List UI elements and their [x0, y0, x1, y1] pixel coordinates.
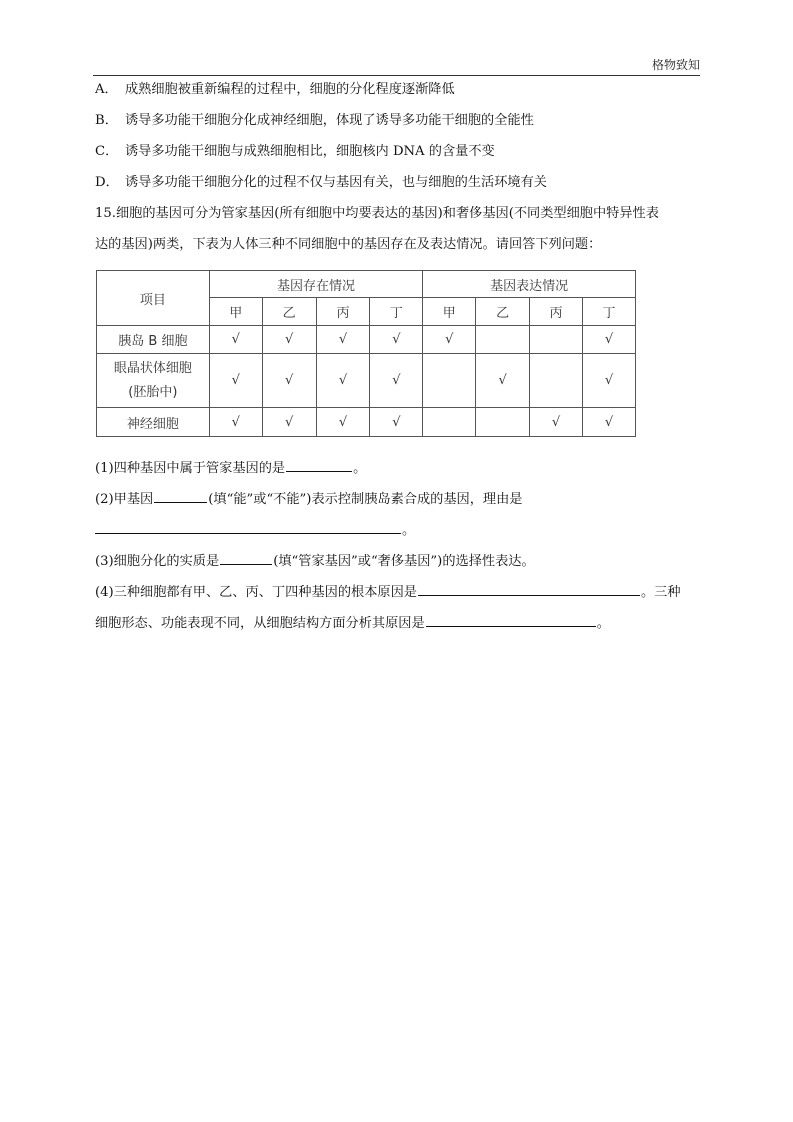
table-cell: √ [476, 354, 530, 408]
option-letter: C． [95, 144, 119, 159]
gene-header: 甲 [423, 298, 476, 326]
table-row [97, 408, 636, 437]
table-cell [476, 326, 530, 354]
question-text: (1)四种基因中属于管家基因的是 [95, 461, 286, 476]
option-text: 诱导多功能干细胞与成熟细胞相比，细胞核内 DNA 的含量不变 [125, 144, 495, 159]
table-cell [476, 408, 530, 437]
question-text: (2)甲基因 [95, 492, 154, 507]
question-2 [95, 487, 702, 507]
gene-header: 丙 [316, 298, 370, 326]
question-text: 。 [353, 461, 367, 476]
table-cell: √ [209, 326, 262, 354]
table-cell: √ [262, 354, 316, 408]
answer-blank[interactable] [426, 611, 596, 627]
row-label-line-1: 眼晶状体细胞 [113, 360, 192, 376]
question-text: 。 [596, 616, 610, 631]
gene-header: 丙 [530, 298, 583, 326]
table-cell: √ [530, 408, 583, 437]
gene-header: 乙 [476, 298, 530, 326]
table-cell: √ [316, 354, 370, 408]
option-d [95, 173, 702, 193]
gene-header: 甲 [209, 298, 262, 326]
answer-blank[interactable] [220, 549, 272, 565]
gene-header: 丁 [370, 298, 423, 326]
table-header-item: 项目 [97, 271, 210, 326]
question-options [95, 80, 702, 266]
question-text: 细胞形态、功能表现不同，从细胞结构方面分析其原因是 [95, 616, 425, 631]
table-row [97, 326, 636, 354]
question-2-reason [95, 518, 702, 538]
question-4-line-2 [95, 611, 702, 631]
table-cell: √ [583, 326, 636, 354]
question-text: (填“管家基因”或“奢侈基因”)的选择性表达。 [273, 554, 535, 569]
table-cell: √ [209, 408, 262, 437]
table-cell: √ [209, 354, 262, 408]
header-rule [93, 75, 700, 76]
table-cell: √ [583, 408, 636, 437]
answer-blank[interactable] [418, 580, 640, 596]
gene-header: 乙 [262, 298, 316, 326]
table-cell: √ [423, 326, 476, 354]
row-label: 胰岛 B 细胞 [97, 326, 210, 354]
question-text: (填“能”或“不能”)表示控制胰岛素合成的基因，理由是 [208, 492, 523, 507]
table-header-existence: 基因存在情况 [209, 271, 423, 298]
table-cell: √ [370, 408, 423, 437]
table-cell: √ [583, 354, 636, 408]
option-c [95, 142, 702, 162]
question-15-line-2: 达的基因)两类，下表为人体三种不同细胞中的基因存在及表达情况。请回答下列问题： [95, 237, 602, 252]
table-cell: √ [316, 408, 370, 437]
question-text: (3)细胞分化的实质是 [95, 554, 220, 569]
row-label: 神经细胞 [97, 408, 210, 437]
question-text: 。 [402, 523, 416, 538]
table-row [97, 354, 636, 408]
table-cell: √ [370, 354, 423, 408]
question-text: (4)三种细胞都有甲、乙、丙、丁四种基因的根本原因是 [95, 585, 417, 600]
option-a [95, 80, 702, 100]
gene-table [96, 270, 636, 437]
row-label-line-2: (胚胎中) [128, 384, 178, 400]
table-cell: √ [316, 326, 370, 354]
page-header: 格物致知 [651, 58, 700, 72]
question-15-stem [95, 204, 702, 255]
question-4 [95, 580, 702, 600]
answer-blank[interactable] [286, 456, 352, 472]
option-letter: A． [95, 82, 118, 97]
question-3 [95, 549, 702, 569]
table-header-expression: 基因表达情况 [423, 271, 636, 298]
table-cell [423, 408, 476, 437]
answer-blank[interactable] [154, 487, 207, 503]
sub-questions [95, 456, 702, 642]
row-label [97, 354, 210, 408]
table-cell: √ [262, 326, 316, 354]
table-cell [423, 354, 476, 408]
option-text: 成熟细胞被重新编程的过程中，细胞的分化程度逐渐降低 [125, 82, 455, 97]
question-1 [95, 456, 702, 476]
table-cell [530, 326, 583, 354]
gene-header: 丁 [583, 298, 636, 326]
table-cell: √ [370, 326, 423, 354]
question-text: 。三种 [641, 585, 681, 600]
option-text: 诱导多功能干细胞分化的过程不仅与基因有关，也与细胞的生活环境有关 [125, 175, 547, 190]
answer-blank[interactable] [95, 518, 401, 534]
option-letter: D． [95, 175, 119, 190]
table-cell [530, 354, 583, 408]
question-15-line-1: 15.细胞的基因可分为管家基因(所有细胞中均要表达的基因)和奢侈基因(不同类型细胞中特异性表 [95, 206, 659, 221]
table-cell: √ [262, 408, 316, 437]
option-text: 诱导多功能干细胞分化成神经细胞，体现了诱导多功能干细胞的全能性 [125, 113, 534, 128]
option-b [95, 111, 702, 131]
option-letter: B． [95, 113, 118, 128]
